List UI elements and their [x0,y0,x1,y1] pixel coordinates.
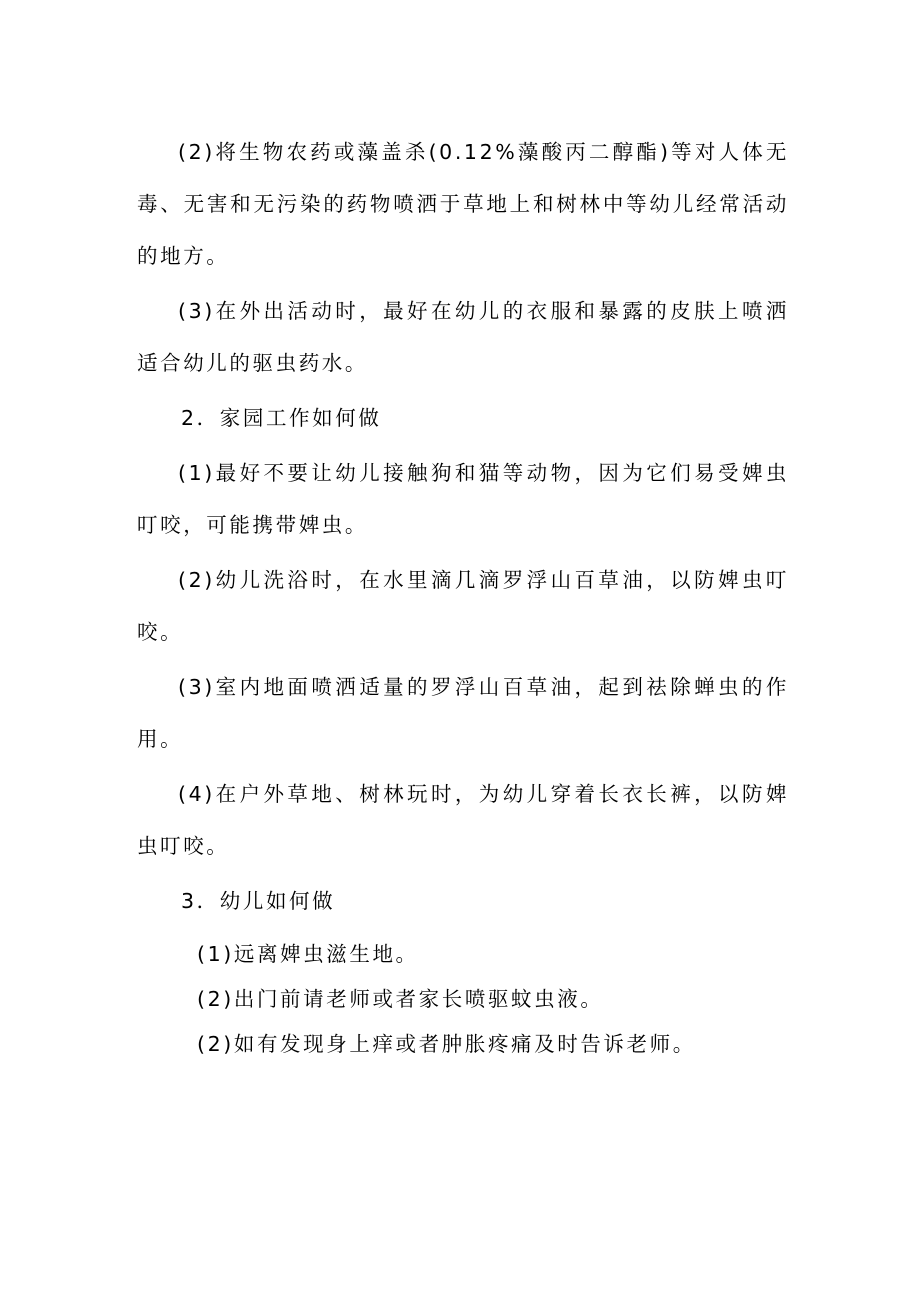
paragraph-bathing-oil: (2)幼儿洗浴时，在水里滴几滴罗浮山百草油，以防婢虫叮咬。 [137,568,789,644]
paragraph-floor-spraying: (3)室内地面喷洒适量的罗浮山百草油，起到祛除蝉虫的作用。 [137,675,789,751]
section-heading-home-school: 2．家园工作如何做 [181,406,382,430]
paragraph-avoid-pets: (1)最好不要让幼儿接触狗和猫等动物，因为它们易受婢虫叮咬，可能携带婢虫。 [137,461,789,537]
list-item-stay-away: (1)远离婢虫滋生地。 [197,942,419,966]
paragraph-pesticide-spraying: (2)将生物农药或藻盖杀(0.12%藻酸丙二醇酯)等对人体无毒、无害和无污染的药物喷洒于草地上和树林中等幼儿经常活动的地方。 [137,140,789,268]
paragraph-long-clothing: (4)在户外草地、树林玩时，为幼儿穿着长衣长裤，以防婢虫叮咬。 [137,782,789,858]
list-item-spray-repellent: (2)出门前请老师或者家长喷驱蚊虫液。 [197,987,604,1011]
paragraph-repellent-outdoor: (3)在外出活动时，最好在幼儿的衣服和暴露的皮肤上喷洒适合幼儿的驱虫药水。 [137,299,789,375]
section-heading-children: 3．幼儿如何做 [181,889,336,913]
document-body [137,126,789,1065]
list-item-tell-teacher: (2)如有发现身上痒或者肿胀疼痛及时告诉老师。 [197,1032,696,1056]
